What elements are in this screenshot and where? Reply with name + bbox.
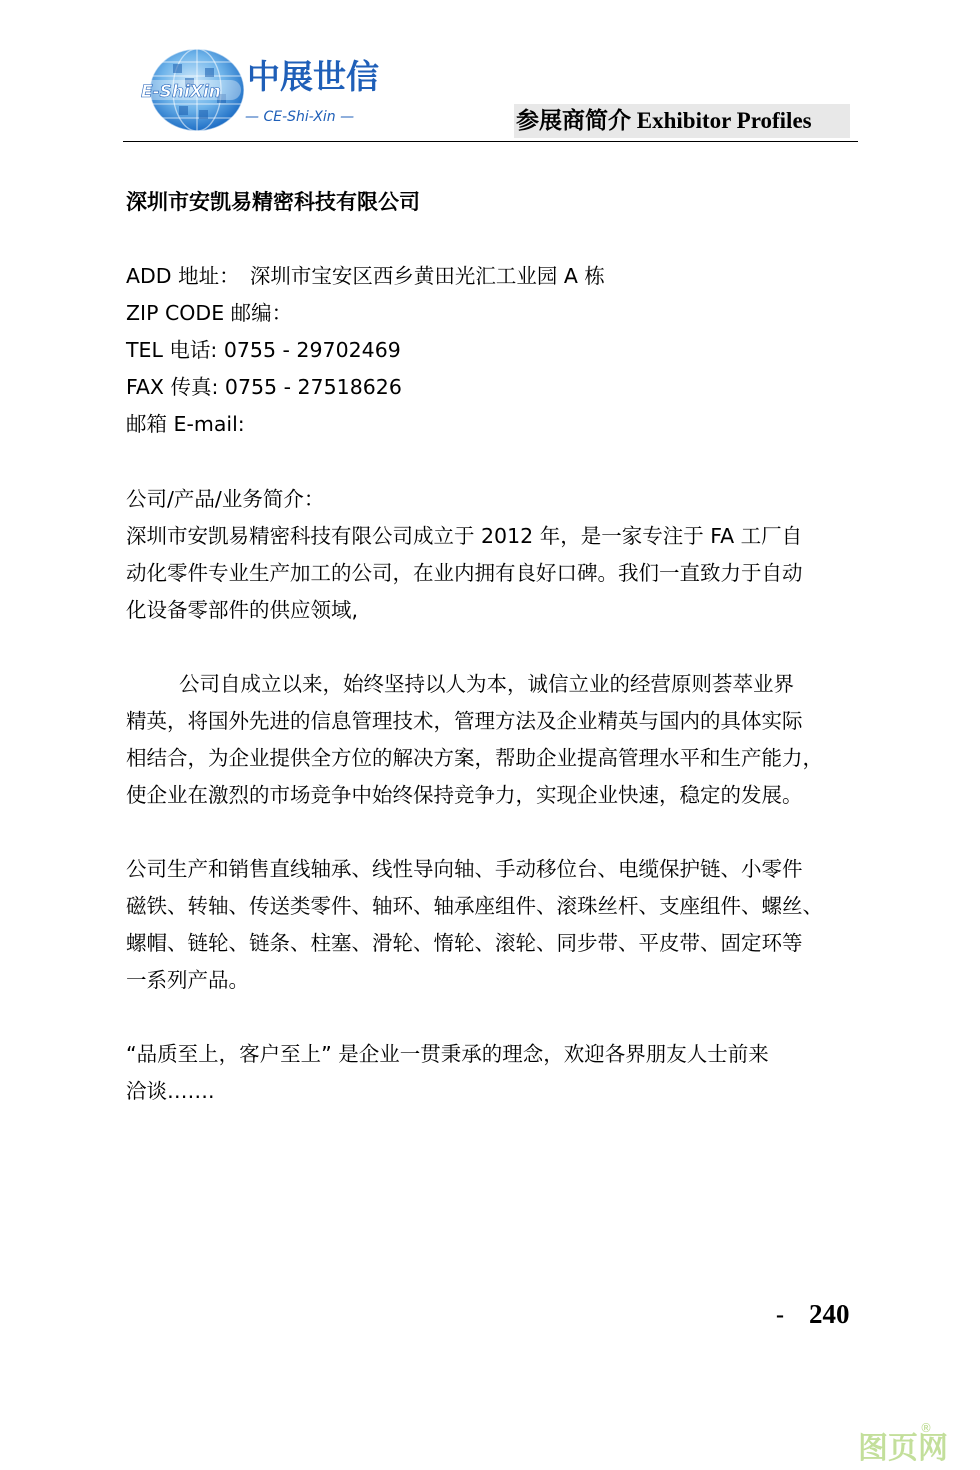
paragraph-gap bbox=[126, 814, 854, 851]
paragraph-line: 公司自成立以来，始终坚持以人为本，诚信立业的经营原则荟萃业界 bbox=[179, 672, 794, 696]
contact-block bbox=[126, 258, 605, 443]
paragraph-line: “品质至上，客户至上” 是企业一贯秉承的理念，欢迎各界朋友人士前来 bbox=[126, 1042, 769, 1066]
paragraph-line: 动化零件专业生产加工的公司，在业内拥有良好口碑。我们一直致力于自动 bbox=[126, 561, 803, 585]
paragraph-line: 化设备零部件的供应领域, bbox=[126, 598, 359, 622]
page-number: 240 bbox=[809, 1299, 850, 1329]
paragraph-line: 相结合，为企业提供全方位的解决方案，帮助企业提高管理水平和生产能力， bbox=[126, 746, 823, 770]
address-line: ADD 地址： 深圳市宝安区西乡黄田光汇工业园 A 栋 bbox=[126, 264, 605, 288]
paragraph-line: 深圳市安凯易精密科技有限公司成立于 2012 年，是一家专注于 FA 工厂自 bbox=[126, 524, 803, 548]
logo-brand-en: E-ShiXin bbox=[141, 82, 221, 102]
paragraph-line: 洽谈……. bbox=[126, 1079, 215, 1103]
e-shixin-logo bbox=[133, 44, 395, 136]
email-line: 邮箱 E-mail: bbox=[126, 412, 245, 436]
watermark-logo bbox=[858, 1420, 972, 1464]
page-number-dash: - bbox=[776, 1302, 784, 1328]
zip-line: ZIP CODE 邮编： bbox=[126, 301, 293, 325]
logo-tagline: — CE-Shi-Xin — bbox=[245, 109, 355, 125]
profile-heading: 公司/产品/业务简介： bbox=[126, 487, 325, 511]
svg-text:图页网: 图页网 bbox=[858, 1431, 948, 1464]
company-name: 深圳市安凯易精密科技有限公司 bbox=[126, 190, 420, 214]
paragraph-line: 精英，将国外先进的信息管理技术，管理方法及企业精英与国内的具体实际 bbox=[126, 709, 803, 733]
company-profile bbox=[126, 481, 854, 1110]
paragraph-line: 磁铁、转轴、传送类零件、轴环、轴承座组件、滚珠丝杆、支座组件、螺丝、 bbox=[126, 894, 823, 918]
paragraph-line: 公司生产和销售直线轴承、线性导向轴、手动移位台、电缆保护链、小零件 bbox=[126, 857, 803, 881]
header-divider bbox=[123, 141, 858, 142]
tel-line: TEL 电话: 0755 - 29702469 bbox=[126, 338, 401, 362]
paragraph-line: 一系列产品。 bbox=[126, 968, 249, 992]
logo-brand-cn: 中展世信 bbox=[247, 57, 379, 96]
svg-text:®: ® bbox=[920, 1421, 932, 1435]
paragraph-gap bbox=[126, 629, 854, 666]
paragraph-line: 使企业在激烈的市场竞争中始终保持竞争力，实现企业快速，稳定的发展。 bbox=[126, 783, 803, 807]
paragraph-line: 螺帽、链轮、链条、柱塞、滑轮、惰轮、滚轮、同步带、平皮带、固定环等 bbox=[126, 931, 803, 955]
paragraph-gap bbox=[126, 999, 854, 1036]
page-header-title: 参展商简介 Exhibitor Profiles bbox=[514, 104, 850, 138]
fax-line: FAX 传真: 0755 - 27518626 bbox=[126, 375, 402, 399]
